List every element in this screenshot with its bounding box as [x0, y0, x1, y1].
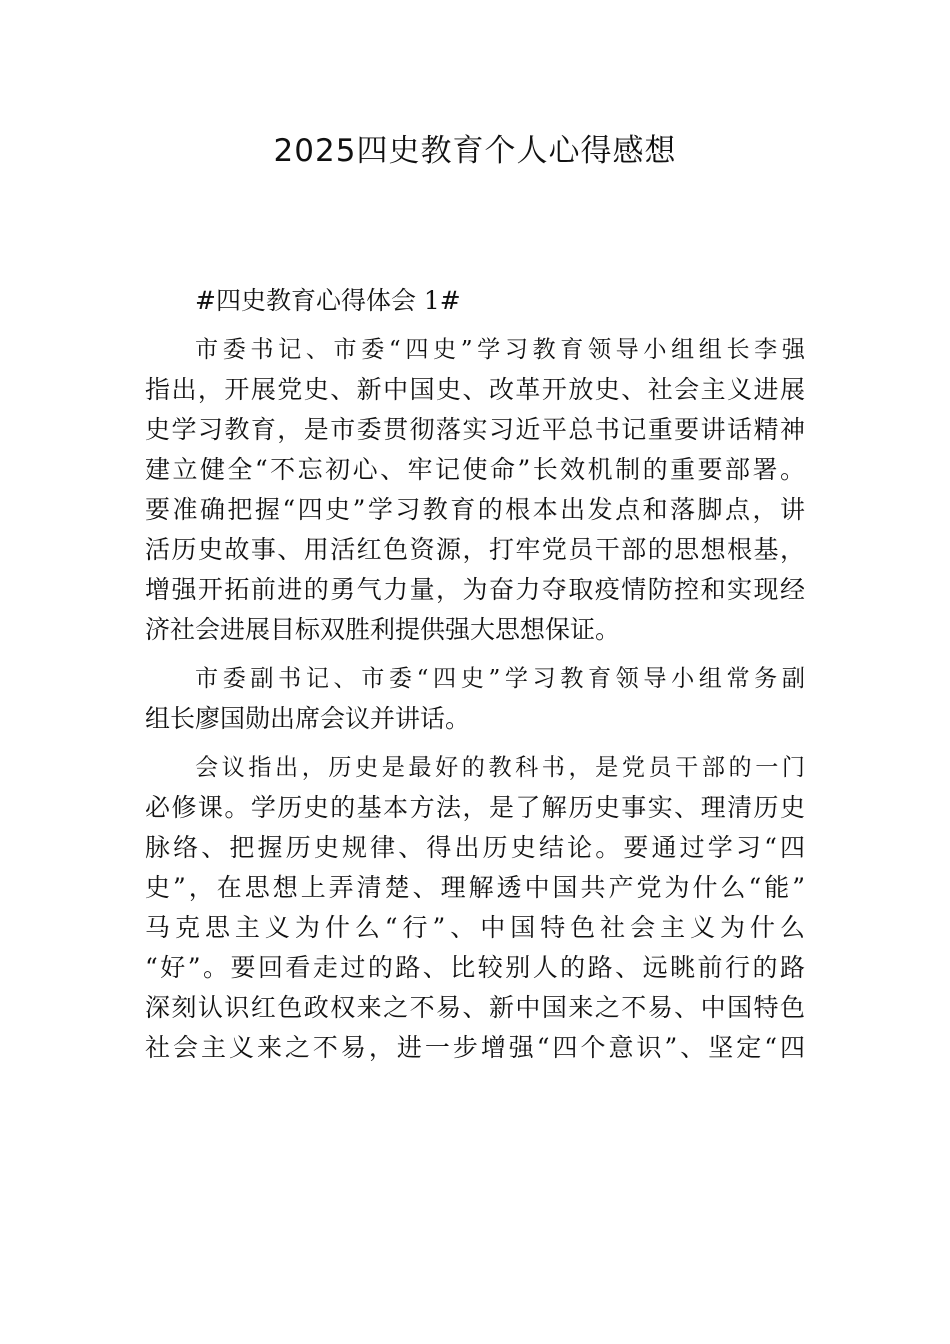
text-line: 必修课。学历史的基本方法，是了解历史事实、理清历史: [145, 793, 805, 822]
document-body: [145, 281, 805, 1077]
text-line: 市委书记、市委“四史”学习教育领导小组组长李强: [195, 337, 805, 363]
text-line: 增强开拓前进的勇气力量，为奋力夺取疫情防控和实现经: [145, 575, 805, 604]
text-line: 史”，在思想上弄清楚、理解透中国共产党为什么“能”: [145, 873, 805, 902]
text-line: 建立健全“不忘初心、牢记使命”长效机制的重要部署。: [145, 455, 805, 484]
paragraph-1: [145, 330, 805, 650]
text-line: 指出，开展党史、新中国史、改革开放史、社会主义进展: [145, 375, 805, 404]
text-line: 市委副书记、市委“四史”学习教育领导小组常务副: [195, 666, 805, 692]
text-line: 组长廖国勋出席会议并讲话。: [145, 704, 471, 733]
paragraph-2: [145, 659, 805, 739]
text-line: 社会主义来之不易，进一步增强“四个意识”、坚定“四: [145, 1033, 805, 1062]
section-heading: #四史教育心得体会 1#: [195, 286, 461, 315]
document-title: 2025四史教育个人心得感想: [273, 133, 677, 169]
text-line: 济社会进展目标双胜利提供强大思想保证。: [145, 615, 621, 644]
paragraph-3: [145, 748, 805, 1068]
text-line: 活历史故事、用活红色资源，打牢党员干部的思想根基，: [145, 535, 805, 564]
text-line: 脉络、把握历史规律、得出历史结论。要通过学习“四: [145, 833, 805, 862]
text-line: 要准确把握“四史”学习教育的根本出发点和落脚点，讲: [145, 495, 805, 524]
text-line: “好”。要回看走过的路、比较别人的路、远眺前行的路: [145, 953, 805, 982]
text-line: 史学习教育，是市委贯彻落实习近平总书记重要讲话精神: [145, 415, 805, 444]
text-line: 深刻认识红色政权来之不易、新中国来之不易、中国特色: [145, 993, 805, 1022]
text-line: 会议指出，历史是最好的教科书，是党员干部的一门: [195, 755, 805, 781]
text-line: 马克思主义为什么“行”、中国特色社会主义为什么: [145, 913, 805, 942]
